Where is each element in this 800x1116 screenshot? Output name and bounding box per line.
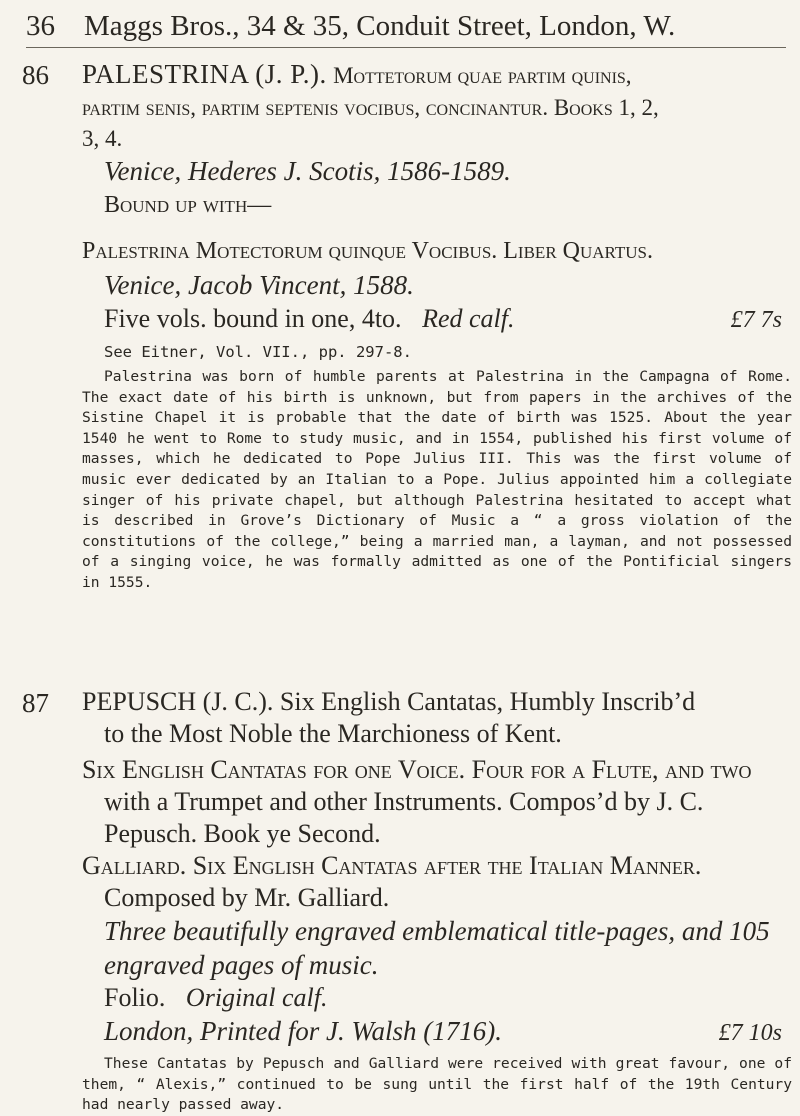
page-number: 36 (26, 10, 55, 42)
imprint-row (82, 1014, 792, 1050)
second-title-line-1: Galliard. Six English Cantatas after the Italian Manner. (82, 851, 702, 880)
price: £7 7s (730, 307, 782, 333)
second-title: Palestrina Motectorum quinque Vocibus. Liber Quartus. (82, 238, 653, 264)
binding: Red calf. (422, 304, 515, 333)
title-line-2: partim senis, partim septenis vocibus, concinantur. Books 1, 2, (82, 95, 659, 120)
imprint: Venice, Hederes J. Scotis, 1586-1589. (104, 156, 511, 186)
title-line-3: Pepusch. Book ye Second. (104, 819, 381, 848)
catalogue-entry-86 (22, 58, 792, 594)
running-head-text: Maggs Bros., 34 & 35, Conduit Street, London, W. (84, 10, 676, 42)
bound-with: Bound up with— (104, 192, 272, 218)
binding: Original calf. (185, 983, 328, 1012)
author: PALESTRINA (J. P.). (82, 59, 327, 89)
title-line-2: with a Trumpet and other Instruments. Compos’d by J. C. (104, 787, 704, 816)
lot-number: 87 (22, 688, 49, 718)
header-rule (26, 47, 786, 48)
description-line-1: Three beautifully engraved emblematical title-pages, and 105 (104, 916, 770, 946)
title-line-1: Mottetorum quae partim quinis, (333, 63, 632, 88)
entry-note: Palestrina was born of humble parents at Palestrina in the Campagna of Rome. The exact date of his birth is unknown, but from papers in the archives of the Sistine Chapel it is probable that the date of birth was 1525. About the year 1540 he went to Rome to study music, and in 1554, published his first volume of masses, which he dedicated to Pope Julius III. This was the first volume of music ever dedicated by an Italian to a Pope. Julius appointed him a collegiate singer of his private chapel, but although Palestrina hesitated to accept what is described in Grove’s Dictionary of Music a “ a gross violation of the constitutions of the college,” being a married man, a layman, and not possessed of a singing voice, he was formally admitted as one of the Pontificial singers in 1555. (82, 368, 792, 591)
running-head (26, 6, 786, 46)
entry-heading (82, 58, 792, 92)
catalogue-entry-87 (22, 686, 792, 1116)
entry-note: These Cantatas by Pepusch and Galliard were received with great favour, one of them, “ Alexis,” continued to be sung until the first half of the 19th Century had nearly passed away. (82, 1055, 792, 1114)
price: £7 10s (718, 1020, 782, 1046)
physical-description (82, 302, 792, 337)
description-line-2: engraved pages of music. (104, 950, 379, 980)
physical-description (82, 982, 792, 1014)
imprint: London, Printed for J. Walsh (1716). (104, 1016, 502, 1046)
title-line-3: 3, 4. (82, 126, 123, 151)
reference: See Eitner, Vol. VII., pp. 297-8. (104, 343, 412, 361)
entry-heading-line-1: PEPUSCH (J. C.). Six English Cantatas, Humbly Inscrib’d (82, 687, 696, 716)
second-title-line-2: Composed by Mr. Galliard. (104, 883, 390, 912)
second-imprint: Venice, Jacob Vincent, 1588. (104, 270, 414, 300)
format: Five vols. bound in one, 4to. (104, 304, 402, 333)
title-line-1: Six English Cantatas for one Voice. Four for a Flute, and two (82, 755, 752, 784)
lot-number: 86 (22, 60, 49, 90)
entry-heading-line-2: to the Most Noble the Marchioness of Kent. (104, 719, 562, 748)
format: Folio. (104, 983, 166, 1012)
